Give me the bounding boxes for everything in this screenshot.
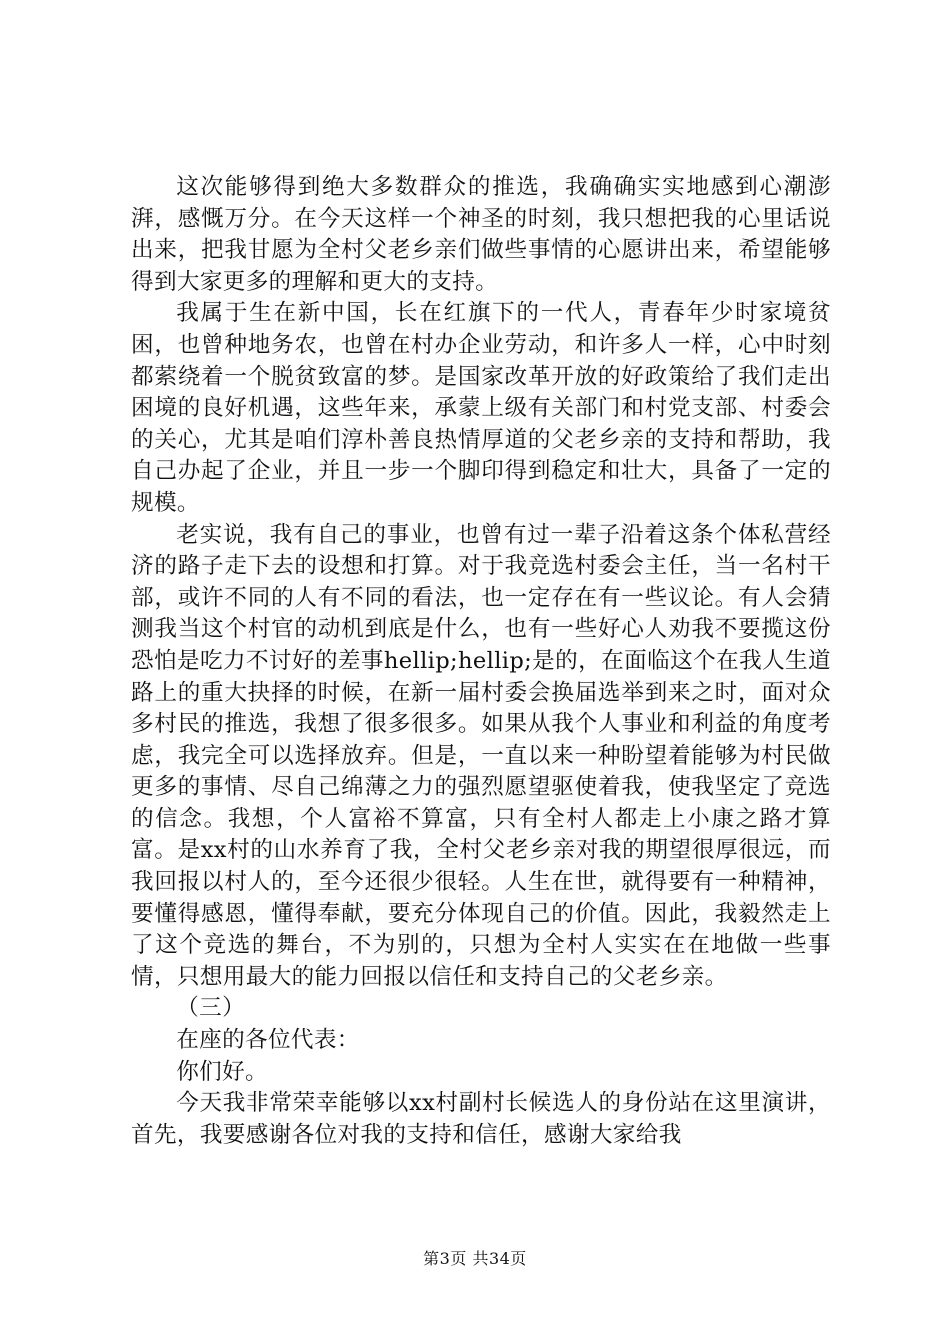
section-heading: （三） [176,995,246,1022]
page-number-footer: 第3页 共34页 [423,1249,527,1268]
paragraph-3: 老实说，我有自己的事业，也曾有过一辈子沿着这条个体私营经济的路子走下去的设想和打算。对于我竞选村委会主任，当一名村干部，或许不同的人有不同的看法，也一定存在有一些议论。有人会猜测我当这个村官的动机到底是什么，也有一些好心人劝我不要揽这份恐怕是吃力不讨好的差事hellip;hellip;是的，在面临这个在我人生道路上的重大抉择的时候，在新一届村委会换届选举到来之时，面对众多村民的推选，我想了很多很多。如果从我个人事业和利益的角度考虑，我完全可以选择放弃。但是，一直以来一种盼望着能够为村民做更多的事情、尽自己绵薄之力的强烈愿望驱使着我，使我坚定了竞选的信念。我想，个人富裕不算富，只有全村人都走上小康之路才算富。是xx村的山水养育了我，全村父老乡亲对我的期望很厚很远，而我回报以村人的，至今还很少很轻。人生在世，就得要有一种精神，要懂得感恩，懂得奉献，要充分体现自己的价值。因此，我毅然走上了这个竞选的舞台，不为别的，只想为全村人实实在在地做一些事情，只想用最大的能力回报以信任和支持自己的父老乡亲。 [131,521,831,990]
greeting: 你们好。 [176,1058,268,1085]
paragraph-7: 今天我非常荣幸能够以xx村副村长候选人的身份站在这里演讲，首先，我要感谢各位对我的支持和信任，感谢大家给我 [131,1090,831,1148]
document-body [131,172,831,1151]
paragraph-1: 这次能够得到绝大多数群众的推选，我确确实实地感到心潮澎湃，感慨万分。在今天这样一个神圣的时刻，我只想把我的心里话说出来，把我甘愿为全村父老乡亲们做些事情的心愿讲出来，希望能够得到大家更多的理解和更大的支持。 [131,174,831,295]
salutation: 在座的各位代表： [176,1027,360,1054]
paragraph-2: 我属于生在新中国，长在红旗下的一代人，青春年少时家境贫困，也曾种地务农，也曾在村办企业劳动，和许多人一样，心中时刻都萦绕着一个脱贫致富的梦。是国家改革开放的好政策给了我们走出困境的良好机遇，这些年来，承蒙上级有关部门和村党支部、村委会的关心，尤其是咱们淳朴善良热情厚道的父老乡亲的支持和帮助，我自己办起了企业，并且一步一个脚印得到稳定和壮大，具备了一定的规模。 [131,300,831,516]
